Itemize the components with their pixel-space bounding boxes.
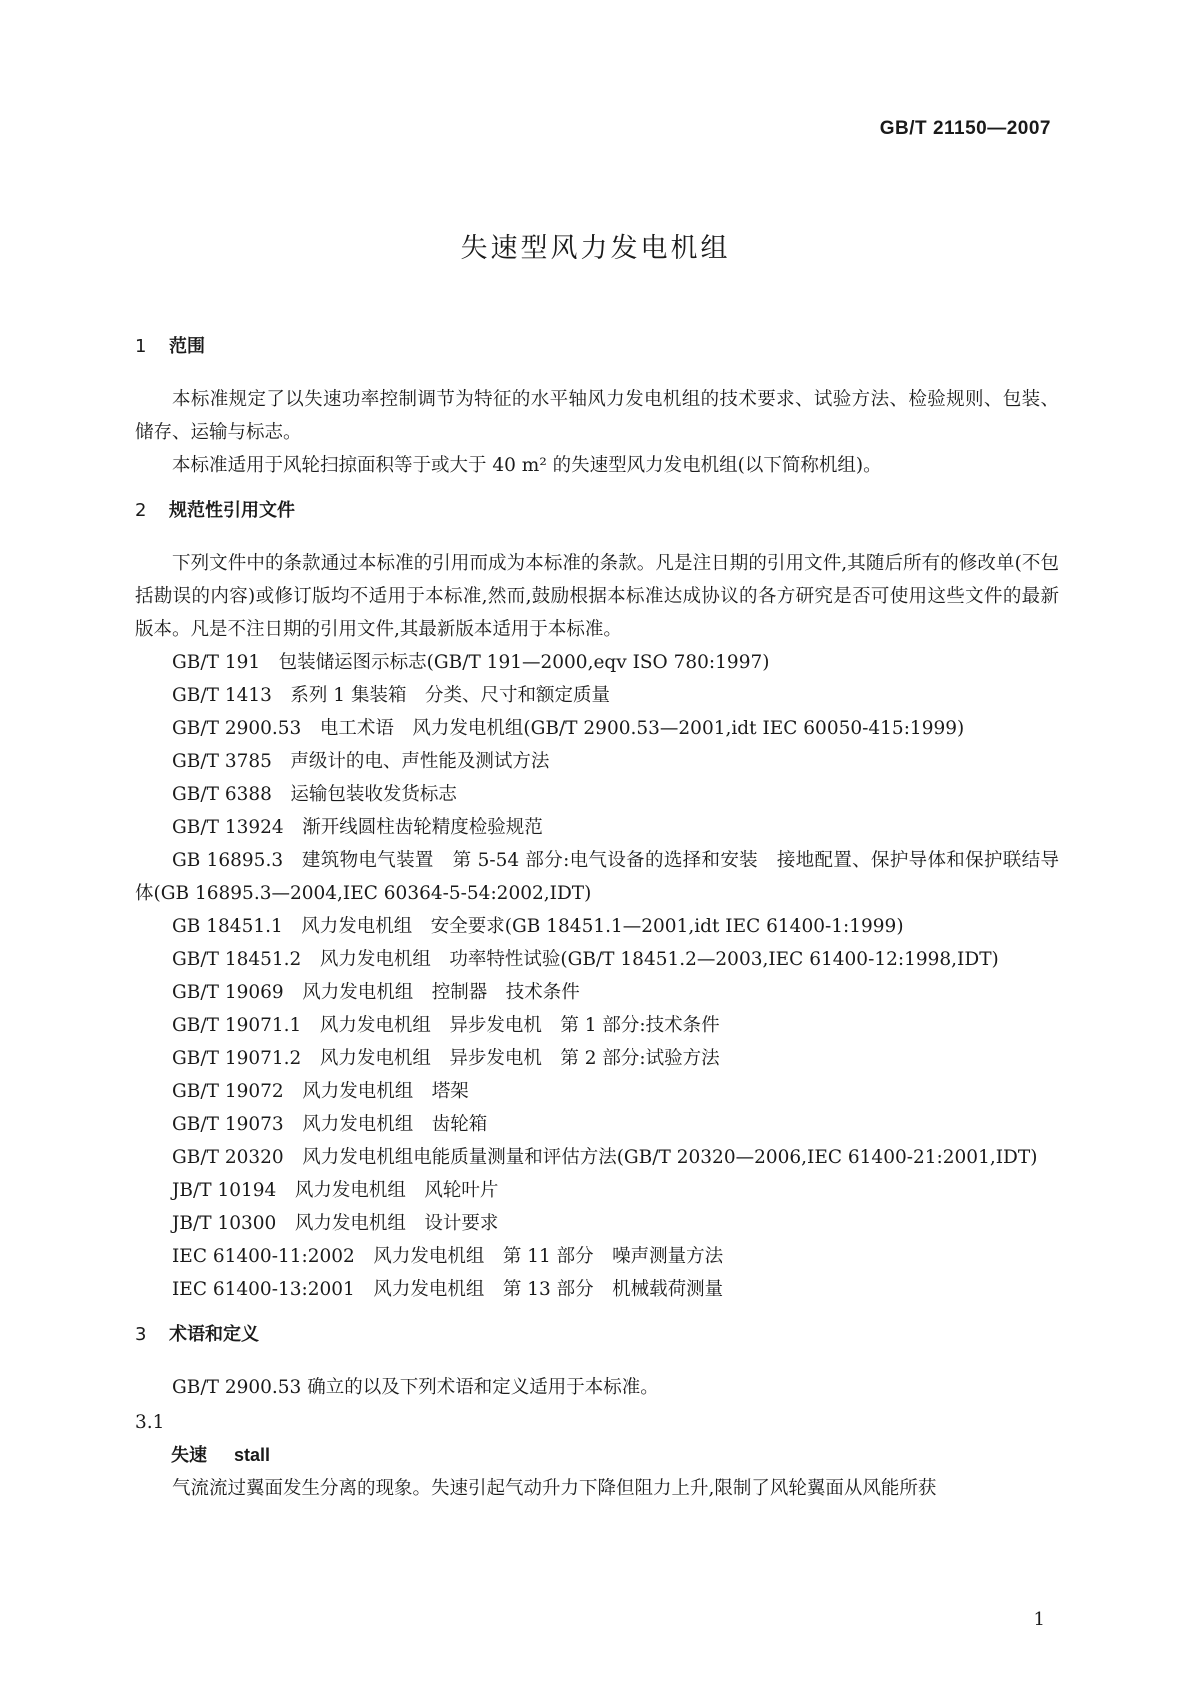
reference-code: GB/T 19072 [172, 1081, 284, 1102]
reference-item [135, 1273, 1059, 1306]
reference-title-part: 异步发电机 [449, 1015, 542, 1036]
term-english: stall [234, 1445, 271, 1465]
reference-code: IEC 61400-11:2002 [172, 1246, 355, 1267]
reference-item [135, 679, 1059, 712]
term-chinese: 失速 [171, 1445, 207, 1466]
reference-title-part: 风力发电机组 [294, 1180, 406, 1201]
reference-item [135, 1075, 1059, 1108]
reference-title-part: 包装储运图示标志(GB/T 191—2000,eqv ISO 780:1997) [278, 652, 770, 673]
reference-title-part: 分类、尺寸和额定质量 [424, 685, 610, 706]
reference-title-part: 风力发电机组 [373, 1279, 485, 1300]
section-2-number: 2 [135, 500, 147, 521]
term-definition: 气流流过翼面发生分离的现象。失速引起气动升力下降但阻力上升,限制了风轮翼面从风能所获 [172, 1478, 937, 1499]
reference-title-part: 风力发电机组 [302, 982, 414, 1003]
reference-code: GB/T 19073 [172, 1114, 284, 1135]
reference-title-part: 风力发电机组 [302, 1081, 414, 1102]
reference-code: GB/T 2900.53 [172, 718, 302, 739]
reference-title-part: 控制器 [431, 982, 488, 1003]
reference-item [135, 1009, 1059, 1042]
reference-title-part: 系列 1 集装箱 [290, 685, 407, 706]
reference-code: GB 18451.1 [172, 916, 283, 937]
reference-title-part: 第 11 部分 [502, 1246, 594, 1267]
reference-title-part: 噪声测量方法 [612, 1246, 724, 1267]
reference-title-part: 风力发电机组电能质量测量和评估方法(GB/T 20320—2006,IEC 61400-21:2001,IDT) [302, 1147, 1038, 1168]
clause-3-1-number: 3.1 [135, 1412, 165, 1433]
page-number: 1 [1033, 1609, 1045, 1630]
section-2-title: 规范性引用文件 [169, 500, 295, 521]
reference-title-part: 功率特性试验(GB/T 18451.2—2003,IEC 61400-12:1998,IDT) [449, 949, 999, 970]
section-1-number: 1 [135, 336, 147, 357]
reference-list [135, 646, 1059, 1306]
reference-item [135, 844, 1059, 910]
reference-code: GB/T 19069 [172, 982, 284, 1003]
scope-paragraph-1: 本标准规定了以失速功率控制调节为特征的水平轴风力发电机组的技术要求、试验方法、检验规则、包装、储存、运输与标志。 [135, 389, 1059, 443]
reference-item [135, 778, 1059, 811]
reference-code: GB/T 18451.2 [172, 949, 302, 970]
reference-title-part: 声级计的电、声性能及测试方法 [290, 751, 550, 772]
section-1-heading [135, 330, 1059, 363]
reference-title-part: 风力发电机组 [319, 1048, 431, 1069]
reference-title-part: 异步发电机 [449, 1048, 542, 1069]
reference-code: GB/T 20320 [172, 1147, 284, 1168]
section-3-number: 3 [135, 1324, 147, 1345]
section-3-heading [135, 1318, 1059, 1351]
section-1-title: 范围 [169, 336, 205, 357]
reference-code: JB/T 10300 [172, 1213, 277, 1234]
reference-item [135, 745, 1059, 778]
reference-code: IEC 61400-13:2001 [172, 1279, 355, 1300]
reference-title-part: 设计要求 [424, 1213, 499, 1234]
reference-title-part: 机械载荷测量 [612, 1279, 724, 1300]
references-intro: 下列文件中的条款通过本标准的引用而成为本标准的条款。凡是注日期的引用文件,其随后所有的修改单(不包括勘误的内容)或修订版均不适用于本标准,然而,鼓励根据本标准达成协议的各方研究是否可使用这些文件的最新版本。凡是不注日期的引用文件,其最新版本适用于本标准。 [135, 553, 1059, 640]
reference-code: GB/T 19071.2 [172, 1048, 302, 1069]
reference-code: GB/T 19071.1 [172, 1015, 302, 1036]
reference-title-part: 风力发电机组 [319, 949, 431, 970]
reference-title-part: 技术条件 [505, 982, 580, 1003]
reference-title-part: 建筑物电气装置 [301, 850, 434, 871]
reference-title-part: 安全要求(GB 18451.1—2001,idt IEC 61400-1:1999) [430, 916, 904, 937]
reference-title-part: 齿轮箱 [431, 1114, 488, 1135]
reference-item [135, 1141, 1059, 1174]
document-title: 失速型风力发电机组 [460, 233, 731, 264]
reference-code: GB 16895.3 [172, 850, 284, 871]
reference-code: GB/T 13924 [172, 817, 284, 838]
reference-title-part: 第 1 部分:技术条件 [560, 1015, 720, 1036]
reference-item [135, 1108, 1059, 1141]
reference-title-part: 风力发电机组 [373, 1246, 485, 1267]
reference-title-part: 风轮叶片 [424, 1180, 499, 1201]
reference-item [135, 811, 1059, 844]
reference-code: GB/T 1413 [172, 685, 272, 706]
reference-title-part: 风力发电机组 [319, 1015, 431, 1036]
reference-title-part: 风力发电机组(GB/T 2900.53—2001,idt IEC 60050-415:1999) [412, 718, 965, 739]
document-body [135, 330, 1059, 1505]
reference-item [135, 712, 1059, 745]
reference-code: JB/T 10194 [172, 1180, 277, 1201]
reference-item [135, 943, 1059, 976]
scope-paragraph-2: 本标准适用于风轮扫掠面积等于或大于 40 m² 的失速型风力发电机组(以下简称机组)。 [172, 455, 882, 476]
reference-title-part: 风力发电机组 [301, 916, 413, 937]
standard-number: GB/T 21150—2007 [879, 118, 1051, 139]
reference-title-part: 风力发电机组 [302, 1114, 414, 1135]
reference-item [135, 1207, 1059, 1240]
reference-title-part: 电工术语 [319, 718, 394, 739]
term-stall [135, 1439, 1059, 1472]
reference-item [135, 646, 1059, 679]
reference-title-part: 第 5-54 部分:电气设备的选择和安装 [452, 850, 758, 871]
reference-title-part: 渐开线圆柱齿轮精度检验规范 [302, 817, 543, 838]
reference-code: GB/T 3785 [172, 751, 272, 772]
reference-item [135, 1042, 1059, 1075]
reference-title-part: 接地配置、保护导体和保护联结导体(GB 16895.3—2004,IEC 60364-5-54:2002,IDT) [135, 850, 1059, 904]
reference-code: GB/T 191 [172, 652, 261, 673]
reference-title-part: 风力发电机组 [294, 1213, 406, 1234]
reference-title-part: 第 2 部分:试验方法 [560, 1048, 720, 1069]
terms-intro: GB/T 2900.53 确立的以及下列术语和定义适用于本标准。 [172, 1377, 659, 1398]
reference-item [135, 910, 1059, 943]
reference-title-part: 运输包装收发货标志 [290, 784, 457, 805]
section-3-title: 术语和定义 [169, 1324, 259, 1345]
reference-code: GB/T 6388 [172, 784, 272, 805]
reference-item [135, 1240, 1059, 1273]
reference-title-part: 塔架 [431, 1081, 469, 1102]
reference-item [135, 976, 1059, 1009]
reference-item [135, 1174, 1059, 1207]
reference-title-part: 第 13 部分 [502, 1279, 594, 1300]
section-2-heading [135, 494, 1059, 527]
